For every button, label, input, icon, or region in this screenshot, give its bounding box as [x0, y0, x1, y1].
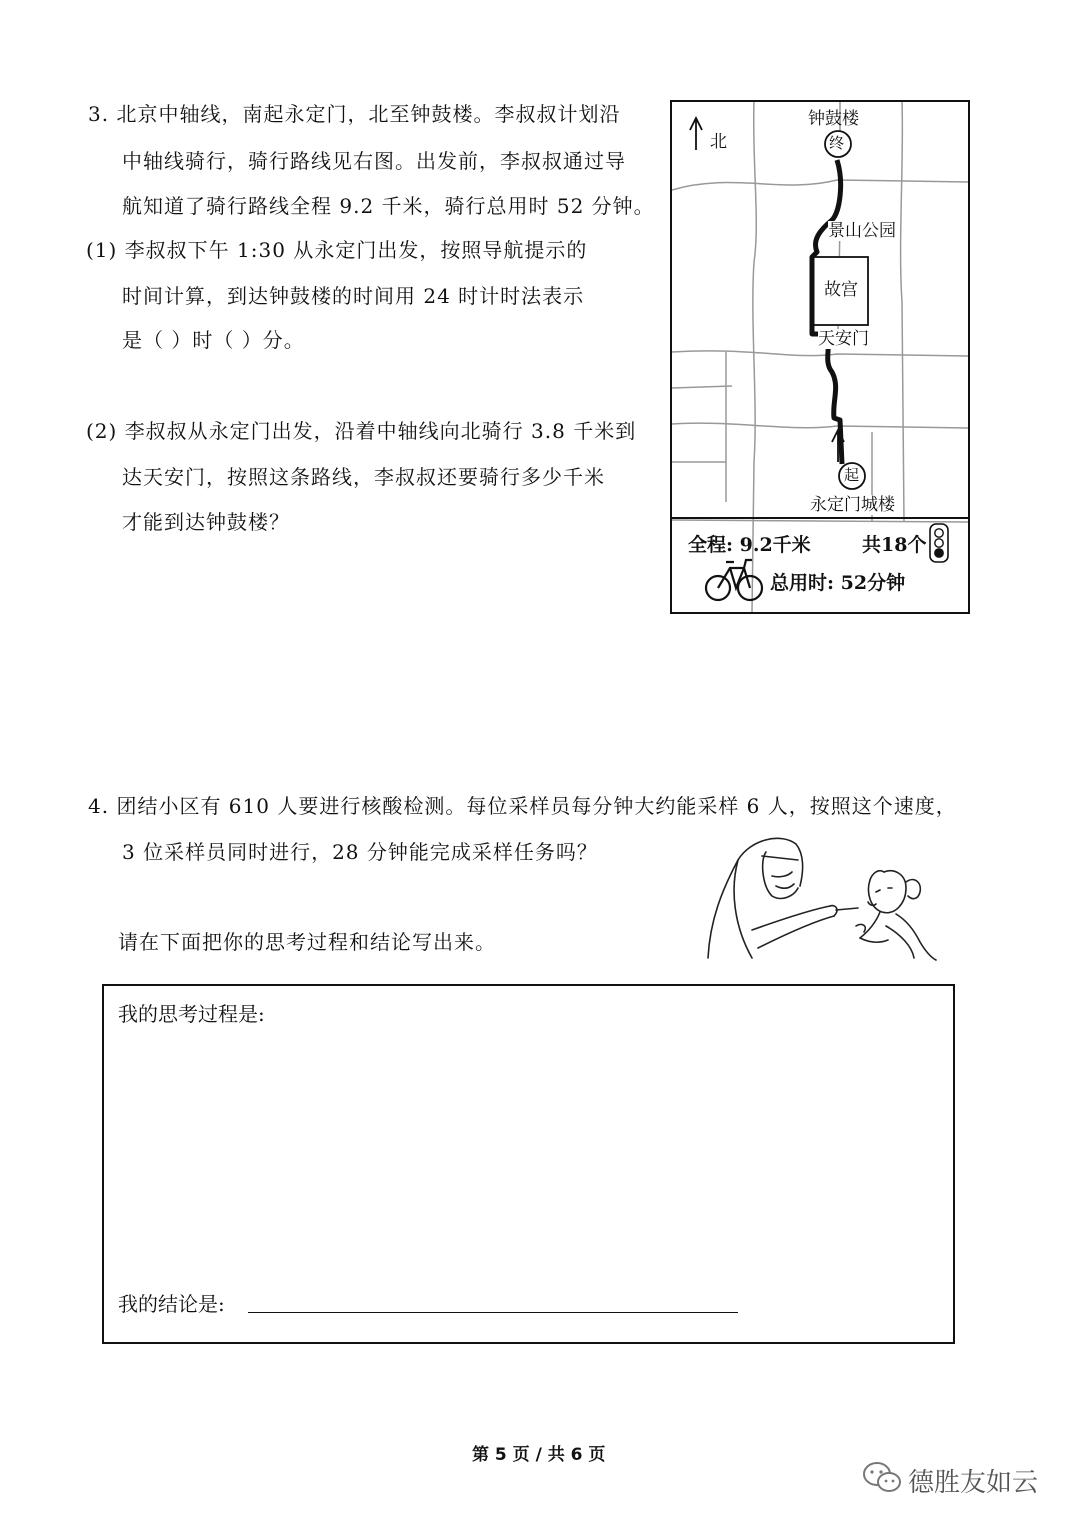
page-number: 第 5 页 / 共 6 页: [472, 1445, 606, 1465]
q4-instruction: 请在下面把你的思考过程和结论写出来。: [118, 930, 496, 954]
q3-sub2-line-2: 达天安门，按照这条路线，李叔叔还要骑行多少千米: [122, 465, 605, 489]
start-marker-label: 起: [844, 466, 860, 484]
tiananmen-label: 天安门: [818, 329, 869, 349]
q3-sub1-line-2: 时间计算，到达钟鼓楼的时间用 24 时计时法表示: [122, 284, 585, 308]
conclusion-answer-line[interactable]: [248, 1312, 738, 1313]
nucleic-test-illustration: [700, 830, 940, 965]
gugong-label: 故宫: [824, 280, 858, 300]
q3-line-3: 航知道了骑行路线全程 9.2 千米，骑行总用时 52 分钟。: [122, 194, 655, 218]
north-arrow-icon: [690, 118, 702, 150]
end-marker-label: 终: [829, 134, 845, 152]
route-map: [670, 100, 970, 614]
q3-sub1-line-1: (1) 李叔叔下午 1:30 从永定门出发，按照导航提示的: [86, 238, 588, 262]
thinking-label: 我的思考过程是:: [118, 1002, 265, 1026]
end-place-label: 钟鼓楼: [808, 109, 859, 129]
conclusion-label: 我的结论是:: [118, 1292, 225, 1316]
distance-label: 全程: 9.2千米: [688, 534, 811, 556]
q3-sub2-line-1: (2) 李叔叔从永定门出发，沿着中轴线向北骑行 3.8 千米到: [86, 419, 637, 443]
traffic-lights-label: 共18个: [862, 534, 927, 556]
q3-line-2: 中轴线骑行，骑行路线见右图。出发前，李叔叔通过导: [122, 149, 626, 173]
q3-sub1-line-3: 是（ ）时（ ）分。: [122, 328, 305, 352]
traffic-light-icon: [930, 524, 948, 562]
jingshan-label: 景山公园: [828, 221, 896, 241]
watermark-text: 德胜友如云: [908, 1468, 1039, 1498]
wechat-icon: [862, 1460, 902, 1496]
bicycle-icon: [706, 560, 762, 600]
start-place-label: 永定门城楼: [810, 495, 895, 515]
q3-line-1: 3. 北京中轴线，南起永定门，北至钟鼓楼。李叔叔计划沿: [88, 102, 621, 126]
north-label: 北: [710, 132, 727, 152]
q4-line-2: 3 位采样员同时进行，28 分钟能完成采样任务吗？: [122, 840, 598, 864]
answer-box[interactable]: [102, 984, 955, 1344]
total-time-label: 总用时: 52分钟: [770, 572, 906, 594]
q4-line-1: 4. 团结小区有 610 人要进行核酸检测。每位采样员每分钟大约能采样 6 人，按照这个速度，: [88, 794, 957, 818]
q3-sub2-line-3: 才能到达钟鼓楼？: [122, 510, 290, 534]
